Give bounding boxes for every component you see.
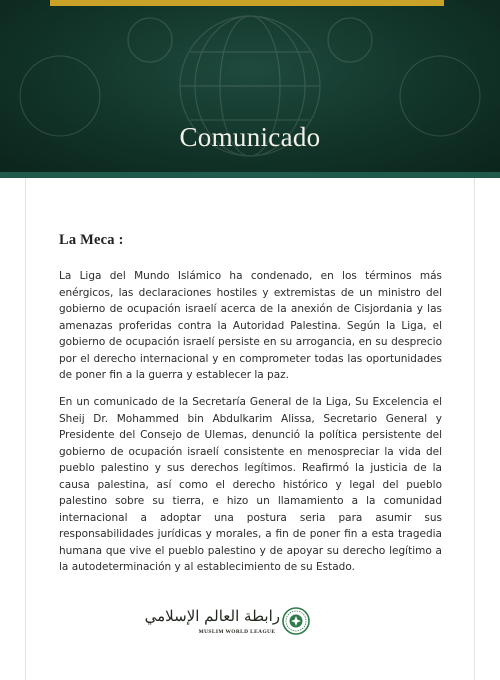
- header-banner: [0, 0, 500, 172]
- paragraph-1: La Liga del Mundo Islámico ha condenado, en los términos más enérgicos, las declaraciones hostiles y extremistas de un ministro del gobierno de ocupación israelí acerca de la anexión de Cisjordania y las amenazas proferidas contra la Autoridad Palestina. Según la Liga, el gobierno de ocupación israelí persiste en su arrogancia, en su desprecio por el derecho internacional y en comprometer todas las oportunidades de poner fin a la guerra y establecer la paz.: [59, 270, 442, 381]
- paragraph-2: En un comunicado de la Secretaría General de la Liga, Su Excelencia el Sheij Dr. Mohammed bin Abdulkarim Alissa, Secretario General y Presidente del Consejo de Ulemas, denunció la política persistente del gobierno de ocupación israelí consistente en menospreciar la vida del pueblo palestino y sus derechos legítimos. Reafirmó la justicia de la causa palestina, así como el derecho histórico y legal del pueblo palestino sobre su tierra, e hizo un llamamiento a la comunidad internacional a adoptar una postura seria para asumir sus responsabilidades jurídicas y morales, a fin de poner fin a esta tragedia humana que vive el pueblo palestino y de apoyar su derecho legítimo a la autodeterminación y al establecimiento de su Estado.: [59, 396, 442, 573]
- dateline-location: La Meca :: [59, 232, 124, 248]
- page-title: Comunicado: [179, 122, 321, 152]
- muslim-world-league-logo: [144, 605, 314, 639]
- league-emblem-icon: [282, 607, 310, 635]
- logo-english-text: MUSLIM WORLD LEAGUE: [198, 629, 276, 635]
- logo-arabic-text: رابطة العالم الإسلامي: [144, 607, 280, 625]
